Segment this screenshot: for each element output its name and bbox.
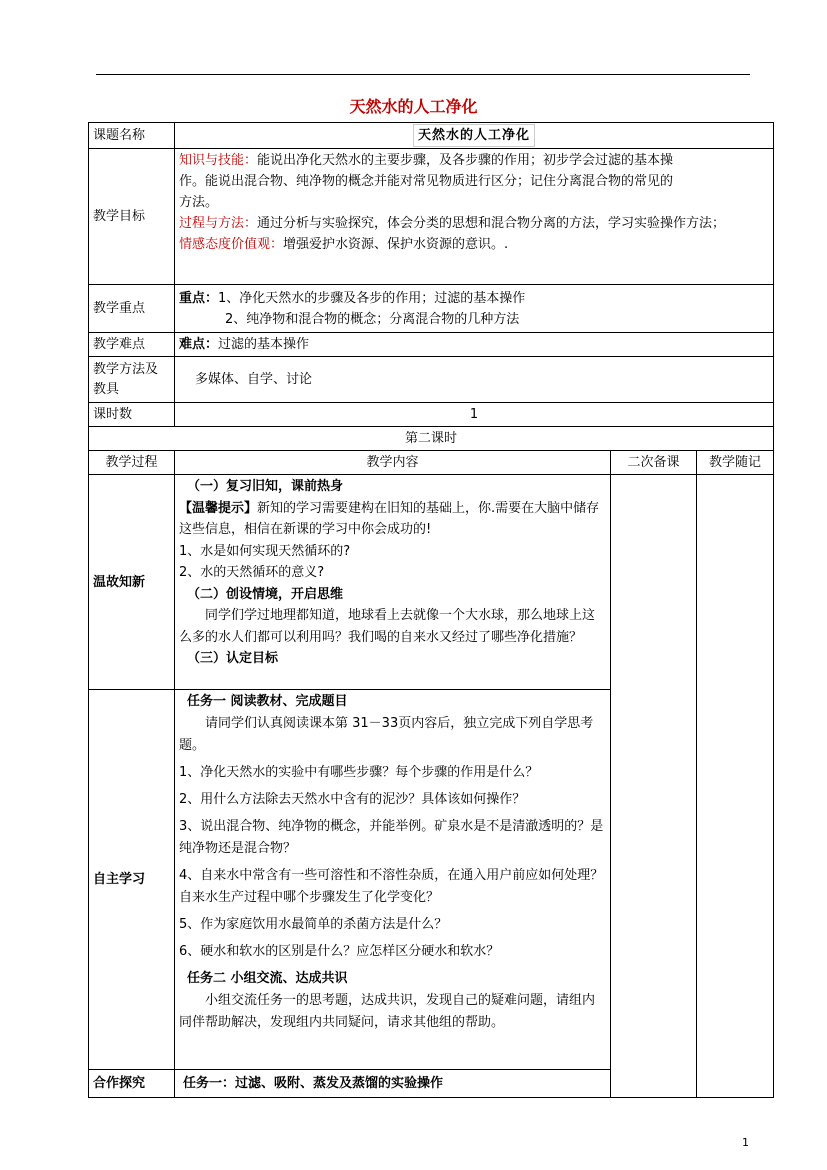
row-topic [89,123,774,149]
label-review: 温故知新 [89,475,175,690]
page-number: 1 [742,1136,749,1149]
row-review [89,475,774,690]
row-session [89,427,774,451]
header-content: 教学内容 [175,451,611,475]
lesson-plan-table [88,122,774,1098]
label-coop: 合作探究 [89,1070,175,1098]
process-text: 通过分析与实验探究，体会分类的思想和混合物分离的方法，学习实验操作方法； [257,216,726,231]
difficult-content: 难点：过滤的基本操作 [175,333,774,357]
emotion-label: 情感态度价值观： [179,237,284,252]
key-content: 重点：1、净化天然水的步骤及各步的作用；过滤的基本操作 2、纯净物和混合物的概念；分离混合物的几种方法 [175,285,774,333]
row-headers [89,451,774,475]
header-rule [96,74,750,75]
session-label: 第二课时 [89,427,774,451]
doc-title: 天然水的人工净化 [349,97,478,116]
method-content: 多媒体、自学、讨论 [175,357,774,403]
label-hours: 课时数 [89,403,175,427]
label-key: 教学重点 [89,285,175,333]
label-self-study: 自主学习 [89,690,175,1070]
knowledge-text: 能说出净化天然水的主要步骤，及各步骤的作用；初步学会过滤的基本操作。能说出混合物、纯净物的概念并能对常见物质进行区分；记住分离混合物的常见的方法。 [179,153,674,210]
row-difficult [89,333,774,357]
review-content: （一）复习旧知，课前热身 【温馨提示】新知的学习需要建构在旧知的基础上，你.需要在大脑中储存这些信息，相信在新课的学习中你会成功的! 1、水是如何实现天然循环的? 2、水的天然循环的意义? （二）创设情境，开启思维 同学们学过地理都知道，地球看上去就像一个大水球，那么地球上这么多的水人们都可以利用吗？我们喝的自来水又经过了哪些净化措施？ （三）认定目标 [175,475,611,690]
header-process: 教学过程 [89,451,175,475]
label-method: 教学方法及教具 [89,357,175,403]
topic-value: 天然水的人工净化 [175,123,774,149]
knowledge-label: 知识与技能： [179,153,258,168]
row-method [89,357,774,403]
self-study-content: 任务一 阅读教材、完成题目 请同学们认真阅读课本第 31－33页内容后，独立完成下列自学思考题。 1、净化天然水的实验中有哪些步骤？每个步骤的作用是什么？ 2、用什么方法除去天然水中含有的泥沙？具体该如何操作？ 3、说出混合物、纯净物的概念，并能举例。矿泉水是不是清澈透明的？是纯净物还是混合物？ 4、自来水中常含有一些可溶性和不溶性杂质，在通入用户前应如何处理？自来水生产过程中哪个步骤发生了化学变化？ 5、作为家庭饮用水最简单的杀菌方法是什么？ 6、硬水和软水的区别是什么？应怎样区分硬水和软水？ 任务二 小组交流、达成共识 小组交流任务一的思考题，达成共识，发现自己的疑难问题，请组内同伴帮助解决，发现组内共同疑问，请求其他组的帮助。 [175,690,611,1070]
emotion-text: 增强爱护水资源、保护水资源的意识。. [283,237,509,252]
label-goals: 教学目标 [89,149,175,285]
hours-value: 1 [175,403,774,427]
header-notes: 教学随记 [697,451,774,475]
notes-cell [697,475,774,1098]
header-second-prep: 二次备课 [611,451,697,475]
label-topic: 课题名称 [89,123,175,149]
coop-content: 任务一：过滤、吸附、蒸发及蒸馏的实验操作 [175,1070,611,1098]
process-label: 过程与方法： [179,216,258,231]
row-goals [89,149,774,285]
row-key [89,285,774,333]
label-difficult: 教学难点 [89,333,175,357]
second-prep-cell [611,475,697,1098]
row-hours [89,403,774,427]
goals-content [175,149,774,285]
